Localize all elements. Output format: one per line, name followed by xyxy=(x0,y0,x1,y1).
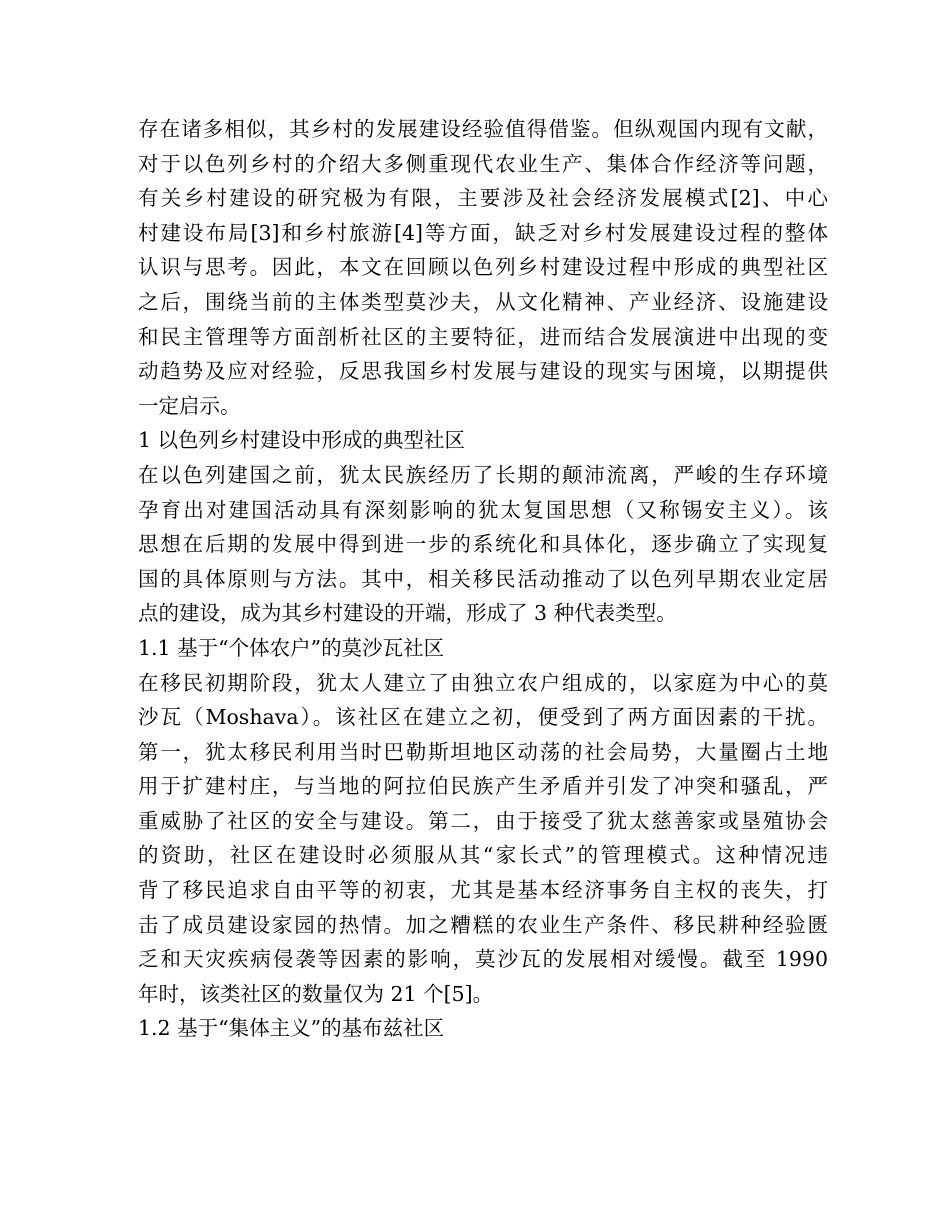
paragraph-line: 乏和天灾疾病侵袭等因素的影响，莫沙瓦的发展相对缓慢。截至 1990 xyxy=(138,947,828,972)
paragraph-line: 有关乡村建设的研究极为有限，主要涉及社会经济发展模式[2]、中心 xyxy=(138,186,828,211)
paragraph-line: 背了移民追求自由平等的初衷，尤其是基本经济事务自主权的丧失，打 xyxy=(138,878,828,903)
paragraph-line: 沙瓦（Moshava）。该社区在建立之初，便受到了两方面因素的干扰。 xyxy=(138,705,828,730)
paragraph-line: 国的具体原则与方法。其中，相关移民活动推动了以色列早期农业定居 xyxy=(138,566,828,591)
subsection-heading: 1.1 基于“个体农户”的莫沙瓦社区 xyxy=(138,635,445,660)
paragraph-line: 一定启示。 xyxy=(138,393,241,418)
paragraph-line: 村建设布局[3]和乡村旅游[4]等方面，缺乏对乡村发展建设过程的整体 xyxy=(138,220,828,245)
paragraph-line: 动趋势及应对经验，反思我国乡村发展与建设的现实与困境，以期提供 xyxy=(138,359,828,384)
paragraph-line: 认识与思考。因此，本文在回顾以色列乡村建设过程中形成的典型社区 xyxy=(138,255,828,280)
paragraph-line: 之后，围绕当前的主体类型莫沙夫，从文化精神、产业经济、设施建设 xyxy=(138,289,828,314)
paragraph-line: 在以色列建国之前，犹太民族经历了长期的颠沛流离，严峻的生存环境 xyxy=(138,462,828,487)
paragraph-line: 重威胁了社区的安全与建设。第二，由于接受了犹太慈善家或垦殖协会 xyxy=(138,808,828,833)
paragraph-line: 对于以色列乡村的介绍大多侧重现代农业生产、集体合作经济等问题， xyxy=(138,151,828,176)
paragraph-line: 点的建设，成为其乡村建设的开端，形成了 3 种代表类型。 xyxy=(138,601,677,626)
paragraph-line: 击了成员建设家园的热情。加之糟糕的农业生产条件、移民耕种经验匮 xyxy=(138,912,828,937)
paragraph-line: 存在诸多相似，其乡村的发展建设经验值得借鉴。但纵观国内现有文献， xyxy=(138,117,828,141)
paragraph-line: 思想在后期的发展中得到进一步的系统化和具体化，逐步确立了实现复 xyxy=(138,532,828,557)
body-text xyxy=(138,112,828,1046)
paragraph-line: 的资助，社区在建设时必须服从其“家长式”的管理模式。这种情况违 xyxy=(138,843,828,868)
paragraph-line: 第一，犹太移民利用当时巴勒斯坦地区动荡的社会局势，大量圈占土地 xyxy=(138,739,828,764)
paragraph-line: 在移民初期阶段，犹太人建立了由独立农户组成的，以家庭为中心的莫 xyxy=(138,670,828,695)
paragraph-line: 和民主管理等方面剖析社区的主要特征，进而结合发展演进中出现的变 xyxy=(138,324,828,349)
section-heading: 1 以色列乡村建设中形成的典型社区 xyxy=(138,428,466,453)
paragraph-line: 孕育出对建国活动具有深刻影响的犹太复国思想（又称锡安主义）。该 xyxy=(138,497,828,522)
subsection-heading: 1.2 基于“集体主义”的基布兹社区 xyxy=(138,1016,445,1041)
paragraph-line: 用于扩建村庄，与当地的阿拉伯民族产生矛盾并引发了冲突和骚乱，严 xyxy=(138,774,828,799)
paragraph-line: 年时，该类社区的数量仅为 21 个[5]。 xyxy=(138,981,494,1006)
